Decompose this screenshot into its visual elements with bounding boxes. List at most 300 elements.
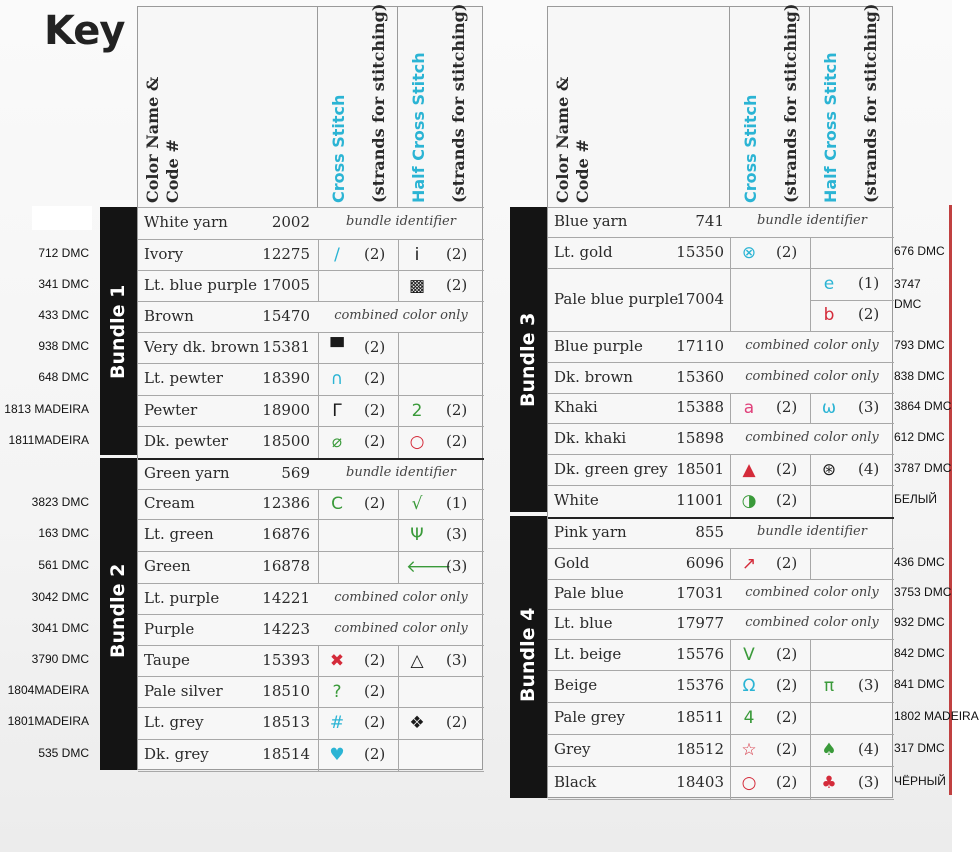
thread-conversion-label: БЕЛЫЙ (894, 492, 938, 506)
color-name: Blue purple (554, 336, 643, 355)
half-col-divider (398, 363, 399, 395)
half-col-divider (398, 395, 399, 426)
right-header-color-name: Color Name & (553, 76, 572, 203)
color-name: Pale blue purple (554, 289, 679, 308)
color-code: 15898 (676, 428, 724, 447)
cross-stitch-symbol: ☆ (741, 740, 757, 760)
color-code: 15388 (676, 398, 724, 416)
row-note: combined color only (334, 589, 468, 605)
row-divider (138, 332, 484, 333)
cross-stitch-symbol: ∩ (330, 369, 344, 389)
color-code: 18511 (676, 708, 724, 726)
color-code: 15470 (262, 306, 310, 325)
half-stitch-symbol: i (414, 244, 420, 265)
right-header-name (548, 7, 730, 207)
cross-col-divider (318, 739, 319, 771)
thread-conversion-label: 433 DMC (38, 307, 89, 322)
cross-stitch-symbol: ▀ (330, 337, 344, 358)
thread-conversion-label: 841 DMC (894, 677, 945, 691)
right-header-code: Code # (573, 139, 592, 203)
color-name: Dk. grey (144, 745, 209, 763)
bundle-3-label: Bundle 3 (517, 312, 539, 407)
cross-stitch-symbol: a (743, 398, 755, 418)
cross-stitch-symbol: C (331, 494, 343, 514)
row-divider (138, 395, 484, 396)
color-code: 18390 (262, 369, 310, 387)
row-divider (138, 239, 484, 240)
half-col-divider (810, 670, 811, 702)
color-code: 16876 (262, 525, 310, 543)
half-stitch-symbol: ♣ (821, 772, 837, 793)
half-col-divider (398, 426, 399, 458)
color-code: 15350 (676, 242, 724, 261)
thread-conversion-label: 3042 DMC (31, 589, 89, 604)
right-header-half-strands: (strands for stitching) (861, 3, 880, 203)
color-code: 855 (695, 522, 724, 541)
cross-stitch-symbol: # (329, 713, 345, 733)
color-name: Pewter (144, 400, 198, 419)
row-note: combined color only (334, 307, 468, 323)
row-divider (138, 739, 484, 740)
color-code: 17004 (676, 289, 724, 308)
cross-strand-count: (2) (364, 432, 386, 450)
color-code: 18514 (262, 745, 310, 763)
color-code: 15381 (262, 337, 310, 356)
half-strand-count: (3) (858, 398, 880, 416)
thread-conversion-label: 561 DMC (38, 558, 89, 572)
row-note: combined color only (745, 429, 879, 445)
bundle-1-band (100, 207, 137, 455)
cross-col-divider (318, 395, 319, 426)
color-code: 17977 (676, 614, 724, 632)
cross-stitch-symbol: Γ (332, 400, 342, 421)
color-name: Purple (144, 619, 195, 638)
cross-col-divider (318, 551, 319, 583)
left-header-half-stitch: Half Cross Stitch (409, 52, 428, 203)
row-note: combined color only (745, 368, 879, 384)
thread-conversion-label: 3787 DMC (894, 460, 952, 475)
header-divider (548, 207, 894, 208)
color-name: Very dk. brown (144, 337, 260, 356)
cross-col-divider (730, 639, 731, 670)
half-stitch-symbol: △ (410, 650, 424, 671)
color-name: Pale grey (554, 708, 625, 726)
color-name: Green yarn (144, 463, 230, 482)
row-note: bundle identifier (346, 464, 456, 480)
row-divider (138, 707, 484, 708)
color-name: Dk. pewter (144, 432, 229, 450)
row-divider (548, 268, 894, 269)
cross-strand-count: (2) (776, 398, 798, 416)
row-divider (548, 517, 894, 519)
color-name: Lt. grey (144, 713, 204, 731)
color-name: White yarn (144, 213, 228, 231)
cross-strand-count: (2) (364, 494, 386, 512)
cross-stitch-symbol: ? (332, 681, 342, 702)
thread-conversion-label: 1804MADEIRA (7, 682, 89, 697)
left-header-code: Code # (163, 139, 182, 203)
cross-strand-count: (2) (364, 681, 386, 700)
color-code: 17031 (676, 584, 724, 602)
cross-col-divider (318, 270, 319, 301)
cross-col-divider (318, 239, 319, 270)
sub-row-divider (810, 300, 894, 301)
cross-strand-count: (2) (776, 740, 798, 758)
cross-strand-count: (2) (364, 244, 386, 263)
half-strand-count: (2) (446, 713, 468, 731)
color-name: Grey (554, 740, 591, 758)
half-stitch-symbol: Ψ (410, 525, 424, 545)
cross-col-divider (730, 237, 731, 268)
row-note: combined color only (745, 585, 879, 600)
cross-strand-count: (2) (776, 708, 798, 726)
row-divider (138, 301, 484, 302)
left-key-table (137, 3, 483, 770)
half-strand-count: (3) (858, 676, 880, 694)
color-name: Dk. brown (554, 367, 633, 386)
right-header-half-stitch: Half Cross Stitch (821, 52, 840, 203)
bundle-2-label: Bundle 2 (107, 563, 129, 658)
color-name: Black (554, 772, 597, 791)
color-name: Pink yarn (554, 522, 627, 541)
row-divider (138, 270, 484, 271)
cross-strand-count: (2) (364, 400, 386, 419)
color-code: 15393 (262, 650, 310, 669)
cross-col-divider (730, 454, 731, 485)
color-name: Blue yarn (554, 212, 628, 230)
half-col-divider (810, 702, 811, 734)
right-key-table (547, 3, 893, 798)
half-strand-count: (2) (446, 400, 468, 419)
thread-conversion-label: 938 DMC (38, 338, 89, 353)
row-divider (548, 362, 894, 363)
color-code: 15360 (676, 367, 724, 386)
row-divider (548, 393, 894, 394)
half-col-divider (810, 766, 811, 799)
thread-conversion-label: 838 DMC (894, 368, 945, 383)
cross-col-divider (318, 676, 319, 707)
color-code: 12386 (262, 494, 310, 512)
row-divider (138, 458, 484, 460)
cross-stitch-symbol: ⊗ (741, 242, 757, 263)
half-strand-count: (1) (446, 494, 468, 512)
color-name: Khaki (554, 398, 598, 416)
half-col-divider (810, 639, 811, 670)
row-divider (548, 548, 894, 549)
thread-conversion-label: ЧЁРНЫЙ (894, 773, 946, 788)
color-code: 569 (281, 463, 310, 482)
row-note: bundle identifier (757, 523, 867, 539)
cross-col-divider (318, 645, 319, 676)
thread-conversion-label: 3823 DMC (31, 495, 89, 509)
half-strand-count: (1) (858, 273, 880, 292)
half-col-divider (398, 645, 399, 676)
cross-col-divider (730, 548, 731, 579)
bundle-4-label: Bundle 4 (517, 607, 539, 702)
thread-conversion-label: 3753 DMC (894, 585, 952, 599)
color-name: Lt. purple (144, 588, 220, 607)
row-divider (548, 670, 894, 671)
color-name: Lt. blue purple (144, 275, 257, 294)
bundle-3-band (510, 207, 547, 512)
cross-col-divider (730, 670, 731, 702)
cross-col-divider (318, 519, 319, 551)
half-col-divider (398, 519, 399, 551)
header-divider (138, 207, 484, 208)
half-stitch-symbol: √ (411, 494, 423, 514)
cross-col-divider (730, 268, 731, 331)
half-stitch-symbol: 2 (411, 400, 423, 421)
half-strand-count: (3) (446, 525, 468, 543)
row-divider (138, 614, 484, 615)
thread-conversion-label: 3864 DMC (894, 399, 952, 413)
half-strand-count: (2) (446, 275, 468, 294)
row-note: combined color only (745, 615, 879, 630)
color-code: 18501 (676, 459, 724, 478)
half-col-divider (398, 239, 399, 270)
left-header-half-strands: (strands for stitching) (449, 3, 468, 203)
color-name: Green (144, 557, 191, 575)
half-col-divider (810, 548, 811, 579)
cross-strand-count: (2) (364, 369, 386, 387)
thread-conversion-label: 341 DMC (38, 276, 89, 291)
color-code: 18513 (262, 713, 310, 731)
row-divider (138, 489, 484, 490)
row-divider (138, 426, 484, 427)
half-col-divider (398, 332, 399, 363)
cross-stitch-symbol: Ω (742, 676, 756, 696)
half-stitch-symbol: ♠ (821, 740, 837, 760)
row-note: combined color only (745, 337, 879, 353)
cross-col-divider (730, 393, 731, 423)
bundle-1-label: Bundle 1 (107, 284, 129, 379)
thread-conversion-label: 676 DMC (894, 243, 945, 258)
row-divider (548, 485, 894, 486)
row-divider (548, 766, 894, 767)
thread-conversion-label: 842 DMC (894, 645, 945, 660)
row-divider (548, 609, 894, 610)
thread-conversion-label: 1813 MADEIRA (4, 401, 89, 416)
row-divider (548, 237, 894, 238)
color-name: Lt. beige (554, 644, 622, 663)
color-name: Lt. gold (554, 242, 613, 261)
color-name: Pale blue (554, 584, 624, 602)
blank-label-patch (32, 206, 92, 230)
row-divider (548, 331, 894, 332)
thread-conversion-label: 436 DMC (894, 554, 945, 569)
color-code: 14223 (262, 619, 310, 638)
thread-conversion-label: 1811MADEIRA (8, 433, 89, 447)
thread-conversion-label: 1802 MADEIRA (894, 709, 979, 723)
row-divider (138, 519, 484, 520)
cross-strand-count: (2) (364, 713, 386, 731)
half-strand-count: (2) (858, 305, 880, 324)
cross-col-divider (730, 766, 731, 799)
half-col-divider (810, 734, 811, 766)
cross-stitch-symbol: ↗ (741, 553, 757, 574)
cross-stitch-symbol: ⌀ (331, 432, 343, 452)
cross-strand-count: (2) (776, 459, 798, 478)
half-col-divider (398, 551, 399, 583)
half-stitch-symbol: b (823, 305, 835, 326)
left-header-cross (318, 3, 398, 207)
thread-conversion-label: 3747 (894, 277, 921, 291)
cross-strand-count: (2) (776, 491, 798, 509)
color-code: 18500 (262, 432, 310, 450)
color-name: Taupe (144, 650, 190, 669)
cross-col-divider (318, 332, 319, 363)
thread-conversion-label: 648 DMC (38, 370, 89, 384)
page-edge-mark (949, 205, 952, 795)
cross-col-divider (318, 363, 319, 395)
thread-conversion-label: 3041 DMC (31, 620, 89, 635)
color-name: Brown (144, 306, 194, 325)
color-code: 741 (695, 212, 724, 230)
color-code: 18403 (676, 772, 724, 791)
row-note: bundle identifier (757, 213, 867, 228)
thread-conversion-label: 612 DMC (894, 429, 945, 444)
row-divider (138, 676, 484, 677)
thread-conversion-label: 712 DMC (38, 245, 89, 260)
half-strand-count: (3) (858, 772, 880, 791)
half-stitch-symbol: ○ (409, 432, 425, 452)
half-stitch-symbol: ω (821, 398, 837, 418)
half-col-divider (398, 489, 399, 519)
cross-strand-count: (2) (364, 650, 386, 669)
cross-col-divider (318, 707, 319, 739)
thread-conversion-label: 535 DMC (38, 746, 89, 760)
color-name: Lt. pewter (144, 369, 223, 387)
cross-strand-count: (2) (364, 745, 386, 763)
color-name: Pale silver (144, 681, 223, 700)
left-header-name (138, 7, 318, 207)
color-code: 6096 (685, 553, 724, 572)
color-name: Ivory (144, 244, 184, 263)
half-col-divider (810, 454, 811, 485)
right-header-half (810, 3, 894, 207)
half-strand-count: (2) (446, 244, 468, 263)
cross-col-divider (318, 489, 319, 519)
cross-strand-count: (2) (776, 676, 798, 694)
half-col-divider (398, 739, 399, 771)
left-header-cross-strands: (strands for stitching) (369, 3, 388, 203)
cross-col-divider (318, 426, 319, 458)
color-name: Dk. green grey (554, 459, 668, 478)
half-col-divider (810, 237, 811, 268)
color-code: 16878 (262, 557, 310, 575)
color-name: Gold (554, 553, 590, 572)
cross-strand-count: (2) (776, 772, 798, 791)
thread-conversion-label: 3790 DMC (31, 651, 89, 666)
color-code: 17005 (262, 275, 310, 294)
cross-stitch-symbol: / (334, 244, 340, 265)
cross-strand-count: (2) (776, 242, 798, 261)
left-header-color-name: Color Name & (143, 76, 162, 203)
thread-conversion-label: 1801MADEIRA (7, 714, 89, 728)
color-name: Cream (144, 494, 195, 512)
row-divider (138, 771, 484, 772)
half-stitch-symbol: π (823, 676, 835, 696)
half-stitch-symbol: ⊛ (821, 459, 837, 480)
cross-col-divider (730, 485, 731, 517)
cross-stitch-symbol: ▲ (742, 459, 756, 480)
half-strand-count: (2) (446, 432, 468, 450)
half-strand-count: (4) (858, 740, 880, 758)
row-divider (138, 551, 484, 552)
row-divider (548, 639, 894, 640)
cross-strand-count: (2) (364, 337, 386, 356)
half-strand-count: (4) (858, 459, 880, 478)
color-code: 15376 (676, 676, 724, 694)
row-divider (138, 583, 484, 584)
row-divider (548, 423, 894, 424)
half-stitch-symbol: ▩ (408, 275, 426, 296)
color-code: 18900 (262, 400, 310, 419)
color-code: 15576 (676, 644, 724, 663)
row-divider (548, 579, 894, 580)
half-col-divider (810, 485, 811, 517)
color-name: Dk. khaki (554, 428, 627, 447)
half-stitch-symbol: 🡐 (406, 557, 452, 577)
half-stitch-symbol: ❖ (409, 713, 425, 733)
cross-stitch-symbol: ○ (741, 772, 757, 793)
half-strand-count: (3) (446, 557, 468, 575)
half-col-divider (398, 676, 399, 707)
color-code: 2002 (271, 213, 310, 231)
row-divider (548, 702, 894, 703)
color-code: 17110 (676, 336, 724, 355)
thread-conversion-label: 163 DMC (38, 526, 89, 540)
color-code: 14221 (262, 588, 310, 607)
row-note: combined color only (334, 620, 468, 636)
color-code: 12275 (262, 244, 310, 263)
row-divider (548, 734, 894, 735)
cross-stitch-symbol: 4 (743, 708, 755, 728)
cross-stitch-symbol: ✖ (329, 650, 345, 671)
row-divider (138, 363, 484, 364)
color-code: 11001 (676, 491, 724, 509)
bundle-4-band (510, 516, 547, 798)
page-title: Key (44, 8, 125, 54)
cross-stitch-symbol: ♥ (329, 745, 345, 765)
right-header-cross (730, 3, 810, 207)
half-strand-count: (3) (446, 650, 468, 669)
cross-col-divider (730, 702, 731, 734)
color-code: 18512 (676, 740, 724, 758)
row-divider (548, 799, 894, 800)
bundle-2-band (100, 458, 137, 770)
color-name: Beige (554, 676, 598, 694)
thread-conversion-label: DMC (894, 297, 922, 311)
half-stitch-symbol: e (823, 273, 835, 294)
row-divider (548, 454, 894, 455)
cross-strand-count: (2) (776, 553, 798, 572)
row-divider (138, 645, 484, 646)
thread-conversion-label: 793 DMC (894, 337, 945, 352)
thread-conversion-label: 317 DMC (894, 741, 945, 755)
color-code: 18510 (262, 681, 310, 700)
cross-stitch-symbol: V (743, 644, 755, 665)
half-col-divider (810, 393, 811, 423)
row-note: bundle identifier (346, 214, 456, 229)
right-header-cross-strands: (strands for stitching) (781, 3, 800, 203)
cross-strand-count: (2) (776, 644, 798, 663)
left-header-half (398, 3, 484, 207)
color-name: Lt. green (144, 525, 214, 543)
thread-conversion-label: 932 DMC (894, 615, 945, 629)
half-col-divider (398, 270, 399, 301)
color-name: Lt. blue (554, 614, 613, 632)
